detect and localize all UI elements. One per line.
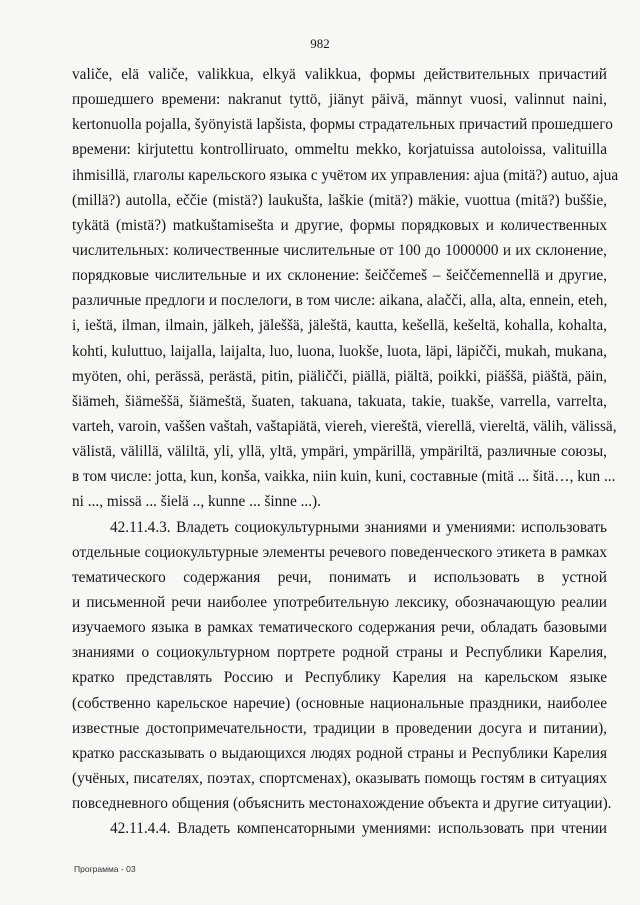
text-line: kohti, kuluttuo, laijalla, laijalta, luo, luona, luokše, luota, läpi, läpičči, mukah, mukana,: [72, 342, 607, 360]
text-line: отдельные социокультурные элементы речевого поведенческого этикета в рамках: [72, 543, 607, 561]
text-line: изучаемого языка в рамках тематического содержания речи, обладать базовыми: [72, 619, 607, 637]
text-line: valiče, elä valiče, valikkua, elkyä valikkua, формы действительных причастий: [72, 66, 607, 83]
page-number: 982: [310, 36, 330, 51]
text-line: välistä, välillä, väliltä, yli, yllä, yltä, ympäri, ympärillä, ympäriltä, различные союзы,: [72, 443, 607, 461]
text-line: времени: kirjutettu kontrolliruato, ommeltu mekko, korjatuissa autoloissa, valituilla: [72, 141, 607, 159]
text-line: тематического содержания речи, понимать и использовать в устной: [72, 568, 607, 586]
page-footer: Программа - 03: [74, 864, 136, 874]
text-line: (учёных, писателях, поэтах, спортсменах), оказывать помощь гостям в ситуациях: [72, 769, 607, 787]
text-line: ihmisillä, глаголы карельского языка с учётом их управления: ajua (mitä?) autuo, ajua: [72, 166, 619, 184]
text-line: известные достопримечательности, традиции в проведении досуга и питании),: [72, 719, 607, 737]
text-line: kertonuolla pojalla, šyönyistä lapšista, формы страдательных причастий прошедшего: [72, 116, 613, 134]
text-line: прошедшего времени: nakranut tyttö, jiänyt päivä, männyt vuosi, valinnut naini,: [72, 91, 607, 109]
text-line: знаниями о социокультурном портрете родной страны и Республики Карелия,: [72, 644, 607, 662]
text-line: (millä?) autolla, eččie (mistä?) laukušta, laškie (mitä?) mäkie, vuottua (mitä?) buššie,: [72, 191, 607, 209]
text-line: ni ..., missä ... šielä .., kunne ... šinne ...).: [72, 493, 321, 511]
section-heading-line: 42.11.4.4. Владеть компенсаторными умениями: использовать при чтении: [110, 820, 607, 838]
text-line: в том числе: jotta, kun, konša, vaikka, niin kuin, kuni, составные (mitä ... šitä…, kun ...: [72, 468, 616, 486]
text-line: varteh, varoin, vaššen vaštah, vaštapiätä, viereh, viereštä, vierellä, viereltä, välih, välissä,: [72, 417, 617, 435]
text-line: различные предлоги и послелоги, в том числе: aikana, alačči, alla, alta, ennein, eteh,: [72, 292, 608, 310]
section-heading-line: 42.11.4.3. Владеть социокультурными знаниями и умениями: использовать: [110, 518, 607, 536]
text-line: числительных: количественные числительные от 100 до 1000000 и их склонение,: [72, 241, 607, 259]
text-line: tykätä (mistä?) matkuštamisešta и другие, формы порядковых и количественных: [72, 216, 607, 234]
text-line: и письменной речи наиболее употребительную лексику, обозначающую реалии: [72, 593, 607, 611]
text-line: šiämeh, šiämeššä, šiämeštä, šuaten, takuana, takuata, takie, tuakše, varrella, varrelta,: [72, 392, 607, 410]
text-line: (собственно карельское наречие) (основные национальные праздники, наиболее: [72, 694, 607, 712]
body-text: [72, 62, 619, 841]
text-line: повседневного общения (объяснить местонахождение объекта и другие ситуации).: [72, 795, 612, 813]
text-line: i, ieštä, ilman, ilmain, jälkeh, jäleššä, jäleštä, kautta, kešellä, kešeltä, kohalla, kohalta,: [72, 317, 607, 335]
text-line: порядковые числительные и их склонение: šeiččemeš – šeiččemennellä и другие,: [72, 267, 607, 285]
text-line: кратко рассказывать о выдающихся людях родной страны и Республики Карелия: [72, 744, 607, 762]
text-line: myöten, ohi, perässä, perästä, pitin, piäličči, piällä, piältä, poikki, piäššä, piäštä, päin,: [72, 367, 607, 385]
text-line: кратко представлять Россию и Республику Карелия на карельском языке: [72, 669, 607, 687]
